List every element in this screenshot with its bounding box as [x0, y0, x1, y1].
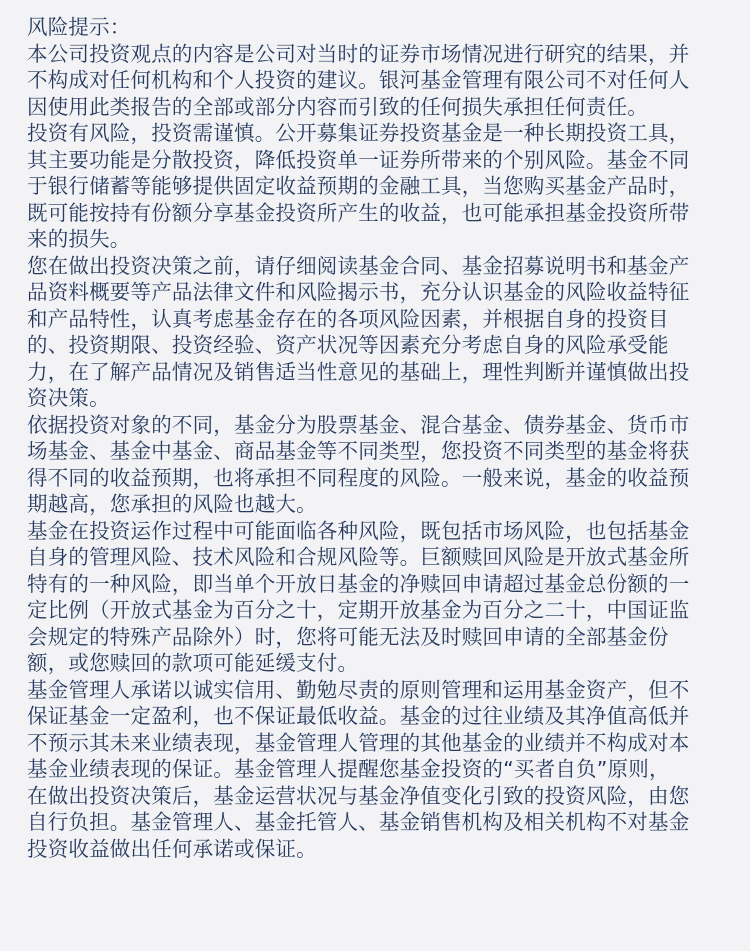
paragraph-4-line-3: 得不同的收益预期，也将承担不同程度的风险。一般来说，基金的收益预: [27, 465, 690, 490]
paragraph-6-line-4: 基金业绩表现的保证。基金管理人提醒您基金投资的“买者自负”原则，: [27, 757, 670, 781]
paragraph-2: [27, 120, 727, 253]
paragraph-4-line-4: 期越高，您承担的风险也越大。: [27, 492, 317, 516]
paragraph-6-line-6: 自行负担。基金管理人、基金托管人、基金销售机构及相关机构不对基金: [27, 810, 690, 834]
paragraph-6-line-7: 投资收益做出任何承诺或保证。: [27, 836, 317, 861]
paragraph-3-line-1: 您在做出投资决策之前，请仔细阅读基金合同、基金招募说明书和基金产: [27, 253, 690, 278]
paragraph-1-line-1: 本公司投资观点的内容是公司对当时的证券市场情况进行研究的结果，并: [27, 41, 690, 66]
paragraph-3-line-2: 品资料概要等产品法律文件和风险揭示书，充分认识基金的风险收益特征: [27, 280, 690, 304]
paragraph-6-line-5: 在做出投资决策后，基金运营状况与基金净值变化引致的投资风险，由您: [27, 783, 690, 808]
paragraph-6-line-2: 保证基金一定盈利，也不保证最低收益。基金的过往业绩及其净值高低并: [27, 704, 690, 728]
paragraph-1: [27, 41, 727, 121]
paragraph-3-line-4: 的、投资期限、投资经验、资产状况等因素充分考虑自身的风险承受能: [27, 333, 669, 357]
notice-body: [27, 41, 727, 863]
risk-notice: [27, 14, 727, 862]
paragraph-2-line-3: 于银行储蓄等能够提供固定收益预期的金融工具，当您购买基金产品时，: [27, 174, 690, 198]
paragraph-4-line-2: 场基金、基金中基金、商品基金等不同类型，您投资不同类型的基金将获: [27, 439, 690, 463]
paragraph-5-line-4: 定比例（开放式基金为百分之十，定期开放基金为百分之二十，中国证监: [27, 598, 690, 622]
paragraph-3-line-6: 资决策。: [27, 386, 110, 410]
notice-title: 风险提示：: [27, 15, 131, 39]
paragraph-5: [27, 518, 727, 677]
paragraph-2-line-5: 来的损失。: [27, 227, 131, 251]
paragraph-5-line-2: 自身的管理风险、技术风险和合规风险等。巨额赎回风险是开放式基金所: [27, 545, 690, 569]
paragraph-5-line-3: 特有的一种风险，即当单个开放日基金的净赎回申请超过基金总份额的一: [27, 571, 690, 596]
paragraph-4-line-1: 依据投资对象的不同，基金分为股票基金、混合基金、债券基金、货币市: [27, 412, 690, 437]
paragraph-1-line-3: 因使用此类报告的全部或部分内容而引致的任何损失承担任何责任。: [27, 94, 648, 119]
paragraph-2-line-2: 其主要功能是分散投资，降低投资单一证券所带来的个别风险。基金不同: [27, 147, 690, 172]
paragraph-4: [27, 412, 727, 518]
paragraph-3: [27, 253, 727, 412]
paragraph-5-line-1: 基金在投资运作过程中可能面临各种风险，既包括市场风险，也包括基金: [27, 518, 690, 543]
paragraph-6-line-1: 基金管理人承诺以诚实信用、勤勉尽责的原则管理和运用基金资产，但不: [27, 677, 690, 702]
paragraph-2-line-1: 投资有风险，投资需谨慎。公开募集证券投资基金是一种长期投资工具，: [27, 121, 690, 145]
paragraph-3-line-5: 力，在了解产品情况及销售适当性意见的基础上，理性判断并谨慎做出投: [27, 359, 690, 384]
paragraph-5-line-5: 会规定的特殊产品除外）时，您将可能无法及时赎回申请的全部基金份: [27, 624, 669, 649]
paragraph-5-line-6: 额，或您赎回的款项可能延缓支付。: [27, 651, 359, 675]
paragraph-1-line-2: 不构成对任何机构和个人投资的建议。银河基金管理有限公司不对任何人: [27, 68, 690, 92]
paragraph-6: [27, 677, 727, 863]
paragraph-3-line-3: 和产品特性，认真考虑基金存在的各项风险因素，并根据自身的投资目: [27, 306, 669, 331]
paragraph-2-line-4: 既可能按持有份额分享基金投资所产生的收益，也可能承担基金投资所带: [27, 200, 690, 225]
paragraph-6-line-3: 不预示其未来业绩表现，基金管理人管理的其他基金的业绩并不构成对本: [27, 730, 690, 755]
